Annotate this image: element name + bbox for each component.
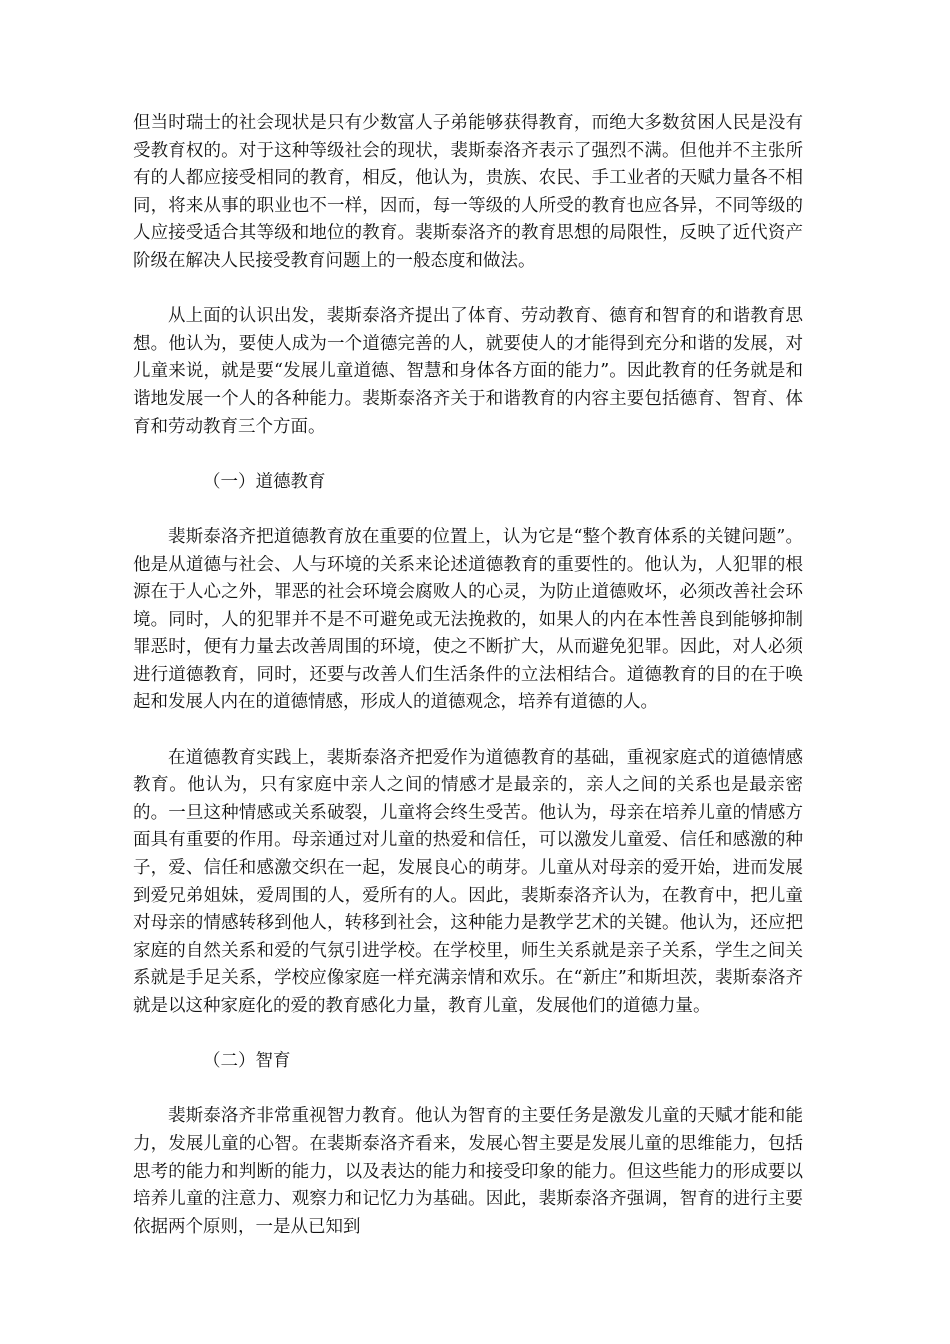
section-heading-moral-education: （一）道德教育 (203, 471, 326, 492)
document-page (133, 110, 803, 1269)
paragraph-1: 但当时瑞士的社会现状是只有少数富人子弟能够获得教育，而绝大多数贫困人民是没有受教育权的。对于这种等级社会的现状，裴斯泰洛齐表示了强烈不满。但他并不主张所有的人都应接受相同的教育，相反，他认为，贵族、农民、手工业者的天赋力量各不相同，将来从事的职业也不一样，因而，每一等级的人所受的教育也应各异，不同等级的人应接受适合其等级和地位的教育。裴斯泰洛齐的教育思想的局限性，反映了近代资产阶级在解决人民接受教育问题上的一般态度和做法。 (133, 113, 803, 271)
paragraph-2: 从上面的认识出发，裴斯泰洛齐提出了体育、劳动教育、德育和智育的和谐教育思想。他认为，要使人成为一个道德完善的人，就要使人的才能得到充分和谐的发展，对儿童来说，就是要“发展儿童道德、智慧和身体各方面的能力”。因此教育的任务就是和谐地发展一个人的各种能力。裴斯泰洛齐关于和谐教育的内容主要包括德育、智育、体育和劳动教育三个方面。 (133, 306, 803, 437)
paragraph-5: 裴斯泰洛齐非常重视智力教育。他认为智育的主要任务是激发儿童的天赋才能和能力，发展儿童的心智。在裴斯泰洛齐看来，发展心智主要是发展儿童的思维能力，包括思考的能力和判断的能力，以及表达的能力和接受印象的能力。但这些能力的形成要以培养儿童的注意力、观察力和记忆力为基础。因此，裴斯泰洛齐强调，智育的进行主要依据两个原则，一是从已知到 (133, 1106, 803, 1237)
paragraph-3: 裴斯泰洛齐把道德教育放在重要的位置上，认为它是“整个教育体系的关键问题”。他是从道德与社会、人与环境的关系来论述道德教育的重要性的。他认为，人犯罪的根源在于人心之外，罪恶的社会环境会腐败人的心灵，为防止道德败坏，必须改善社会环境。同时，人的犯罪并不是不可避免或无法挽救的，如果人的内在本性善良到能够抑制罪恶时，便有力量去改善周围的环境，使之不断扩大，从而避免犯罪。因此，对人必须进行道德教育，同时，还要与改善人们生活条件的立法相结合。道德教育的目的在于唤起和发展人内在的道德情感，形成人的道德观念，培养有道德的人。 (133, 526, 803, 713)
section-heading-intellectual-education: （二）智育 (203, 1051, 291, 1072)
paragraph-4: 在道德教育实践上，裴斯泰洛齐把爱作为道德教育的基础，重视家庭式的道德情感教育。他认为，只有家庭中亲人之间的情感才是最亲的，亲人之间的关系也是最亲密的。一旦这种情感或关系破裂，儿童将会终生受苦。他认为，母亲在培养儿童的情感方面具有重要的作用。母亲通过对儿童的热爱和信任，可以激发儿童爱、信任和感激的种子，爱、信任和感激交织在一起，发展良心的萌芽。儿童从对母亲的爱开始，进而发展到爱兄弟姐妹，爱周围的人，爱所有的人。因此，裴斯泰洛齐认为，在教育中，把儿童对母亲的情感转移到他人，转移到社会，这种能力是教学艺术的关键。他认为，还应把家庭的自然关系和爱的气氛引进学校。在学校里，师生关系就是亲子关系，学生之间关系就是手足关系，学校应像家庭一样充满亲情和欢乐。在“新庄”和斯坦茨，裴斯泰洛齐就是以这种家庭化的爱的教育感化力量，教育儿童，发展他们的道德力量。 (133, 747, 803, 1016)
